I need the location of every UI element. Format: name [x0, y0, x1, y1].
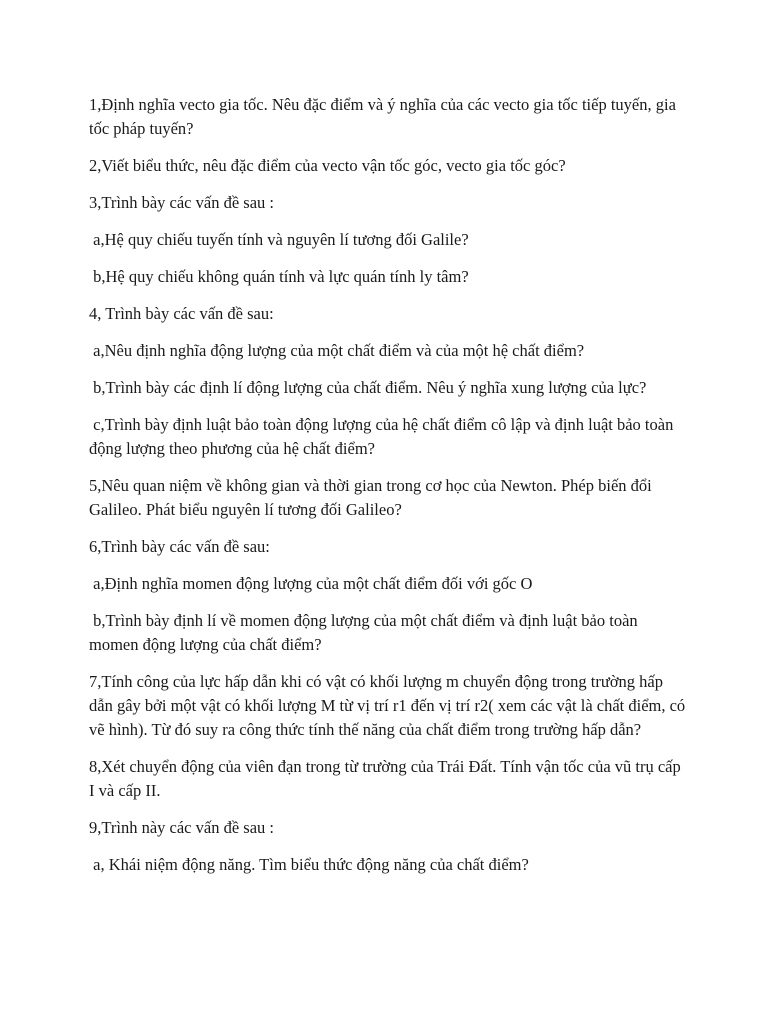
paragraph-1: 1,Định nghĩa vecto gia tốc. Nêu đặc điểm và ý nghĩa của các vecto gia tốc tiếp tuyến, gia tốc pháp tuyến? — [89, 95, 681, 138]
paragraph-5: 5,Nêu quan niệm về không gian và thời gian trong cơ học của Newton. Phép biến đổi Galileo. Phát biểu nguyên lí tương đối Galileo? — [89, 476, 656, 519]
paragraph-2: 2,Viết biểu thức, nêu đặc điểm của vecto vận tốc góc, vecto gia tốc góc? — [89, 156, 566, 175]
paragraph-4b: b,Trình bày các định lí động lượng của chất điểm. Nêu ý nghĩa xung lượng của lực? — [89, 378, 647, 397]
paragraph-4: 4, Trình bày các vấn đề sau: — [89, 304, 274, 323]
paragraph-6a: a,Định nghĩa momen động lượng của một chất điểm đối với gốc O — [89, 574, 533, 593]
paragraph-6: 6,Trình bày các vấn đề sau: — [89, 537, 270, 556]
paragraph-3b: b,Hệ quy chiếu không quán tính và lực quán tính ly tâm? — [89, 267, 469, 286]
paragraph-3: 3,Trình bày các vấn đề sau : — [89, 193, 274, 212]
paragraph-4c: c,Trình bày định luật bảo toàn động lượng của hệ chất điểm cô lập và định luật bảo toàn động lượng theo phương của hệ chất điểm? — [89, 415, 678, 458]
paragraph-7: 7,Tính công của lực hấp dẫn khi có vật có khối lượng m chuyển động trong trường hấp dẫn gây bởi một vật có khối lượng M từ vị trí r1 đến vị trí r2( xem các vật là chất điểm, có vẽ hình). Từ đó suy ra công thức tính thế năng của chất điểm trong trường hấp dẫn? — [89, 672, 690, 739]
document-body — [89, 93, 689, 890]
paragraph-9a: a, Khái niệm động năng. Tìm biểu thức động năng của chất điểm? — [89, 855, 529, 874]
paragraph-6b: b,Trình bày định lí về momen động lượng của một chất điểm và định luật bảo toàn momen động lượng của chất điểm? — [89, 611, 642, 654]
paragraph-8: 8,Xét chuyển động của viên đạn trong từ trường của Trái Đất. Tính vận tốc của vũ trụ cấp I và cấp II. — [89, 757, 685, 800]
paragraph-3a: a,Hệ quy chiếu tuyến tính và nguyên lí tương đối Galile? — [89, 230, 469, 249]
paragraph-4a: a,Nêu định nghĩa động lượng của một chất điểm và của một hệ chất điểm? — [89, 341, 585, 360]
paragraph-9: 9,Trình này các vấn đề sau : — [89, 818, 274, 837]
